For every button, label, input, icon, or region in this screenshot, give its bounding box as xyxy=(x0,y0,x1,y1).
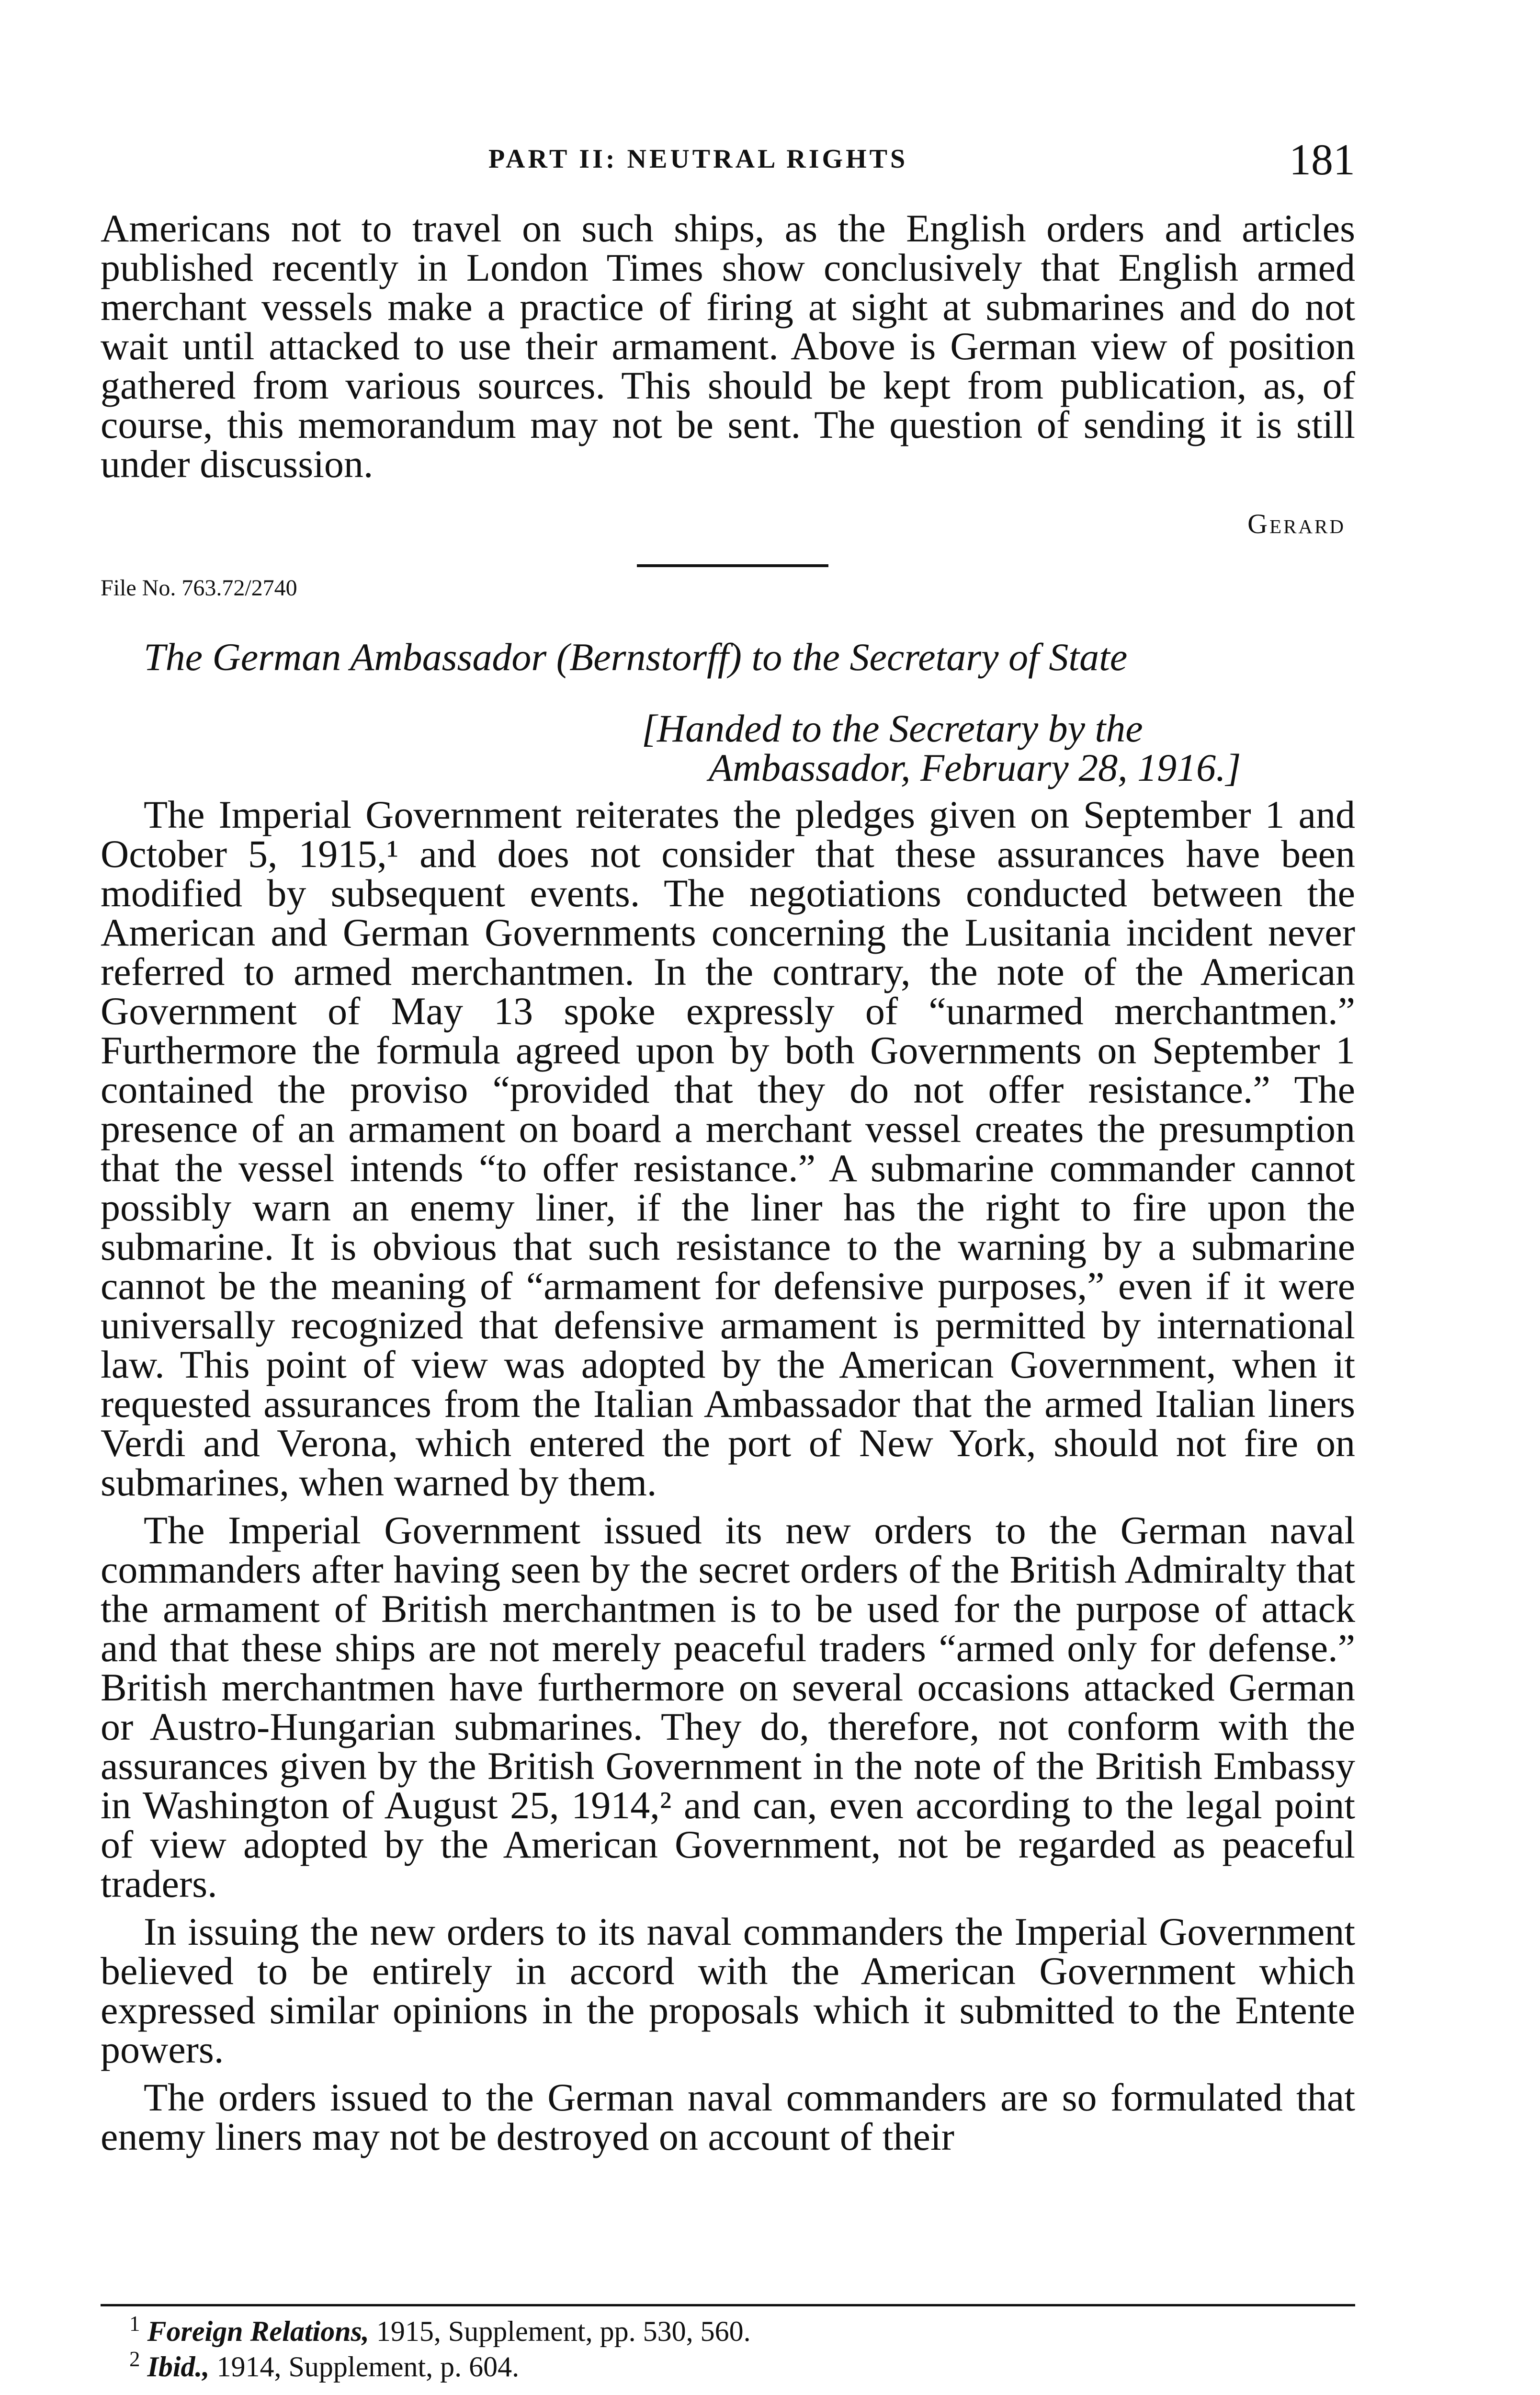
footnote-text: 1915, Supplement, pp. 530, 560. xyxy=(376,2315,751,2347)
document-note-line-1: [Handed to the Secretary by the xyxy=(642,707,1143,750)
body-paragraph: The Imperial Government issued its new orders to the German naval commanders after having seen by the secret orders of the British Admiralty that the armament of British merchantmen is to be used for the purpose of attack and that these ships are not merely peaceful traders “armed only for defense.” British merchantmen have furthermore on several occasions attacked German or Austro-Hungarian submarines. They do, therefore, not conform with the assurances given by the British Government in the note of the British Embassy in Washington of August 25, 1914,² and can, even according to the legal point of view adopted by the American Government, not be regarded as peaceful traders. xyxy=(101,1508,1355,1905)
running-header xyxy=(101,134,1355,187)
footnote-mark: 2 xyxy=(129,2347,140,2371)
document-page xyxy=(101,0,1355,2395)
file-number: File No. 763.72/2740 xyxy=(101,575,297,601)
document-note-line-2: Ambassador, February 28, 1916.] xyxy=(709,746,1241,789)
running-title: PART II: NEUTRAL RIGHTS xyxy=(488,144,908,174)
footnote-mark: 1 xyxy=(129,2312,140,2336)
document-body xyxy=(101,795,1355,2156)
continued-paragraph: Americans not to travel on such ships, as the English orders and articles published recently in London Times show conclusively that English armed merchant vessels make a practice of firing at sight at submarines and do not wait until attacked to use their armament. Above is German view of position gathered from various sources. This should be kept from publication, as, of course, this memorandum may not be sent. The question of sending it is still under discussion. xyxy=(101,206,1355,486)
footnote-reference: Ibid., xyxy=(147,2351,210,2383)
body-paragraph: In issuing the new orders to its naval commanders the Imperial Government believed to be entirely in accord with the American Government which expressed similar opinions in the proposals which it submitted to the Entente powers. xyxy=(101,1910,1355,2071)
footnotes xyxy=(129,2314,1326,2384)
footnote-text: 1914, Supplement, p. 604. xyxy=(216,2351,520,2383)
body-paragraph: The orders issued to the German naval commanders are so formulated that enemy liners may not be destroyed on account of their xyxy=(101,2076,1355,2158)
footnote-divider xyxy=(101,2304,1355,2306)
footnote xyxy=(129,2314,1326,2349)
section-divider xyxy=(637,564,828,567)
page-number: 181 xyxy=(1289,135,1355,184)
document-heading: The German Ambassador (Bernstorff) to the Secretary of State xyxy=(144,635,1128,679)
body-paragraph: The Imperial Government reiterates the pledges given on September 1 and October 5, 1915,¹ and does not consider that these assurances have been modified by subsequent events. The negotiations conducted between the American and German Governments concerning the Lusitania incident never referred to armed merchantmen. In the contrary, the note of the American Government of May 13 spoke expressly of “unarmed merchantmen.” Furthermore the formula agreed upon by both Governments on September 1 contained the proviso “provided that they do not offer resistance.” The presence of an armament on board a merchant vessel creates the presumption that the vessel intends “to offer resistance.” A submarine commander cannot possibly warn an enemy liner, if the liner has the right to fire upon the submarine. It is obvious that such resistance to the warning by a submarine cannot be the meaning of “armament for defensive purposes,” even if it were universally recognized that defensive armament is permitted by international law. This point of view was adopted by the American Government, when it requested assurances from the Italian Ambassador that the armed Italian liners Verdi and Verona, which entered the port of New York, should not fire on submarines, when warned by them. xyxy=(101,793,1355,1504)
footnote xyxy=(129,2349,1326,2384)
document-note xyxy=(642,709,1360,787)
footnote-reference: Foreign Relations, xyxy=(147,2315,369,2347)
signature: Gerard xyxy=(1247,508,1346,539)
